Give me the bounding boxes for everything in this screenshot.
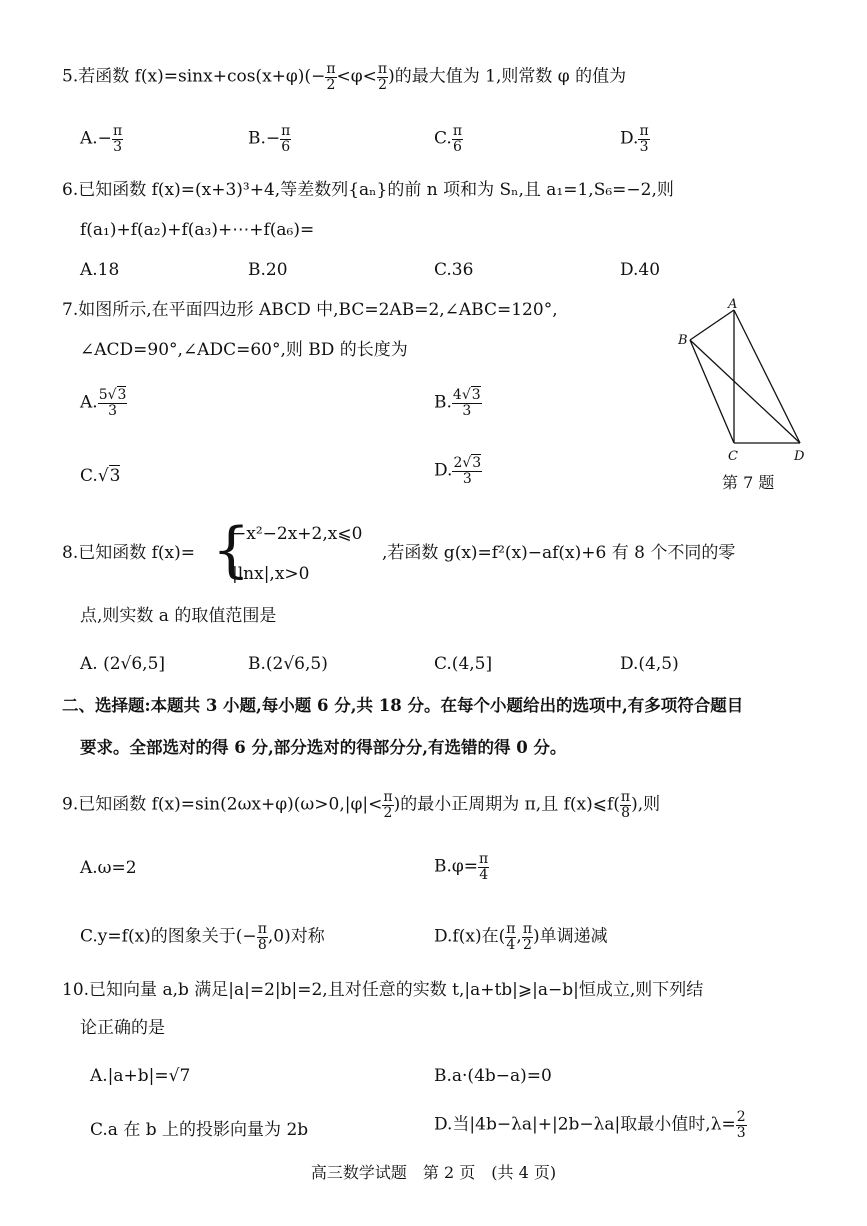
frac-den: 3 <box>639 138 649 155</box>
option-frac <box>638 124 649 154</box>
q8-option-d[interactable]: D.(4,5) <box>620 654 679 674</box>
q5-option-c[interactable] <box>434 124 463 154</box>
q10-option-b[interactable]: B.a·(4b−a)=0 <box>434 1066 552 1086</box>
q10-line2: 论正确的是 <box>80 1018 165 1038</box>
q9-option-d[interactable] <box>434 922 608 952</box>
label-b: B <box>678 333 688 348</box>
option-label: D.f(x)在( <box>434 926 506 947</box>
frac-num <box>98 388 128 404</box>
q8-stem-b: ,若函数 g(x)=f²(x)−af(x)+6 有 8 个不同的零 <box>382 543 736 563</box>
frac-den: 6 <box>452 138 462 155</box>
q5-mid: <φ< <box>336 66 377 87</box>
radicand: 3 <box>109 466 121 486</box>
frac-num: 2 <box>736 1109 746 1125</box>
option-frac <box>452 124 463 154</box>
q9-option-a[interactable]: A.ω=2 <box>80 858 137 878</box>
option-suffix: ,0)对称 <box>267 926 325 947</box>
q9-option-c[interactable] <box>80 922 325 952</box>
frac-num: π <box>112 123 123 139</box>
figure-caption: 第 7 题 <box>722 473 775 492</box>
option-frac <box>505 922 516 952</box>
option-label: C. <box>80 466 98 486</box>
frac-num: π <box>479 851 489 867</box>
q7-option-b[interactable] <box>434 388 482 418</box>
sqrt-sign: √ <box>97 466 109 486</box>
q5-frac-pi-2a <box>325 62 336 92</box>
q5-option-d[interactable] <box>620 124 650 154</box>
q9-option-b[interactable] <box>434 852 489 882</box>
diagonal-bd <box>690 340 800 443</box>
q6-option-b[interactable]: B.20 <box>248 260 288 280</box>
q10-option-c[interactable]: C.a 在 b 上的投影向量为 2b <box>90 1120 309 1140</box>
label-a: A <box>728 298 738 312</box>
q10-line1: 10.已知向量 a,b 满足|a|=2|b|=2,且对任意的实数 t,|a+tb|⩾|a−b|恒成立,则下列结 <box>62 980 704 1000</box>
q5-option-b[interactable] <box>248 124 291 154</box>
section-heading-cont: 要求。全部选对的得 6 分,部分选对的得部分分,有选错的得 0 分。 <box>80 738 567 757</box>
frac-num: π <box>281 123 291 139</box>
q9-stem-c: ),则 <box>631 794 661 815</box>
frac-den: 3 <box>113 138 122 155</box>
q5-option-a[interactable] <box>80 124 123 154</box>
q10-option-d[interactable] <box>434 1110 747 1140</box>
q6-option-d[interactable]: D.40 <box>620 260 661 280</box>
option-frac <box>736 1110 747 1140</box>
frac-num: π <box>620 789 631 805</box>
frac-num <box>452 456 482 472</box>
q9-frac-pi-2 <box>382 790 393 820</box>
frac-num: π <box>522 921 533 937</box>
frac-num: π <box>377 61 388 77</box>
frac-num: π <box>639 123 649 139</box>
frac-den: 2 <box>522 936 532 953</box>
frac-num: π <box>452 123 463 139</box>
q6-option-a[interactable]: A.18 <box>80 260 120 280</box>
coef: 2 <box>453 455 463 471</box>
q9-frac-pi-8 <box>620 790 631 820</box>
frac-num: π <box>506 921 516 937</box>
option-label: D. <box>434 460 453 481</box>
q7-option-c[interactable] <box>80 466 120 486</box>
frac-num <box>452 388 482 404</box>
q5-frac-pi-2b <box>377 62 388 92</box>
option-label: C.y=f(x)的图象关于(− <box>80 926 257 947</box>
option-frac <box>280 124 291 154</box>
q6-line1: 6.已知函数 f(x)=(x+3)³+4,等差数列{aₙ}的前 n 项和为 Sₙ,且 a₁=1,S₆=−2,则 <box>62 180 674 200</box>
sqrt-sign: √ <box>107 387 117 403</box>
q8-option-b[interactable]: B.(2√6,5) <box>248 654 328 674</box>
frac-den: 3 <box>462 470 472 487</box>
q5-stem <box>62 62 626 92</box>
q8-case1: −x²−2x+2,x⩽0 <box>232 524 363 544</box>
edge-ab <box>690 310 734 340</box>
q8-option-c[interactable]: C.(4,5] <box>434 654 493 674</box>
coef: 4 <box>452 387 462 403</box>
option-label: D. <box>620 128 639 149</box>
option-frac <box>112 124 123 154</box>
frac-den: 3 <box>736 1124 746 1141</box>
edge-bc <box>690 340 734 443</box>
label-c: C <box>728 449 738 464</box>
option-frac <box>452 456 482 486</box>
frac-den: 2 <box>378 76 387 93</box>
option-label: B.φ= <box>434 856 479 877</box>
option-frac <box>98 388 128 418</box>
section-heading: 二、选择题:本题共 3 小题,每小题 6 分,共 18 分。在每个小题给出的选项中,有多项符合题目 <box>62 696 744 715</box>
frac-den: 8 <box>257 936 267 953</box>
frac-den: 8 <box>621 804 630 821</box>
frac-den: 4 <box>506 936 516 953</box>
coef: 5 <box>98 387 108 403</box>
radicand: 3 <box>471 387 481 403</box>
comma: , <box>516 926 522 947</box>
q9-stem-b: )的最小正周期为 π,且 f(x)⩽f( <box>393 794 620 815</box>
label-d: D <box>794 449 805 464</box>
option-label: A.− <box>80 128 112 149</box>
radicand: 3 <box>472 455 482 471</box>
sqrt-sign: √ <box>462 455 472 471</box>
option-frac <box>257 922 268 952</box>
q10-option-a[interactable]: A.|a+b|=√7 <box>90 1066 191 1086</box>
option-label: B.− <box>248 128 281 149</box>
frac-num: π <box>257 921 267 937</box>
option-frac <box>478 852 489 882</box>
q9-stem <box>62 790 660 820</box>
q7-option-d[interactable] <box>434 456 482 486</box>
piecewise-brace: { <box>212 515 251 585</box>
option-frac <box>522 922 533 952</box>
quadrilateral-figure <box>672 298 812 466</box>
option-label: B. <box>434 392 452 413</box>
q6-line2: f(a₁)+f(a₂)+f(a₃)+⋯+f(a₆)= <box>80 220 315 240</box>
option-label: A. <box>80 392 98 413</box>
frac-den: 2 <box>326 76 336 93</box>
frac-den: 4 <box>479 866 489 883</box>
frac-den: 3 <box>108 402 118 419</box>
sqrt-sign: √ <box>461 387 471 403</box>
page-footer: 高三数学试题 第 2 页 (共 4 页) <box>310 1163 557 1182</box>
q8-case2: |lnx|,x>0 <box>232 564 310 584</box>
frac-num: π <box>383 789 393 805</box>
edge-da <box>734 310 800 443</box>
frac-den: 6 <box>281 138 291 155</box>
q5-stem-a: 5.若函数 f(x)=sinx+cos(x+φ)(− <box>62 66 326 87</box>
option-label: C. <box>434 128 452 149</box>
radicand: 3 <box>117 387 127 403</box>
q8-line2: 点,则实数 a 的取值范围是 <box>80 606 277 626</box>
q7-line2: ∠ACD=90°,∠ADC=60°,则 BD 的长度为 <box>80 340 408 360</box>
frac-den: 2 <box>383 804 393 821</box>
q8-stem-a: 8.已知函数 f(x)= <box>62 543 196 563</box>
q7-line1: 7.如图所示,在平面四边形 ABCD 中,BC=2AB=2,∠ABC=120°, <box>62 300 558 320</box>
option-frac <box>452 388 482 418</box>
frac-den: 3 <box>462 402 472 419</box>
q8-option-a[interactable]: A. (2√6,5] <box>80 654 166 674</box>
option-label: D.当|4b−λa|+|2b−λa|取最小值时,λ= <box>434 1114 736 1135</box>
q6-option-c[interactable]: C.36 <box>434 260 474 280</box>
q7-option-a[interactable] <box>80 388 127 418</box>
frac-num: π <box>326 61 336 77</box>
option-suffix: )单调递减 <box>533 926 608 947</box>
q5-stem-b: )的最大值为 1,则常数 φ 的值为 <box>388 66 627 87</box>
q9-stem-a: 9.已知函数 f(x)=sin(2ωx+φ)(ω>0,|φ|< <box>62 794 383 815</box>
